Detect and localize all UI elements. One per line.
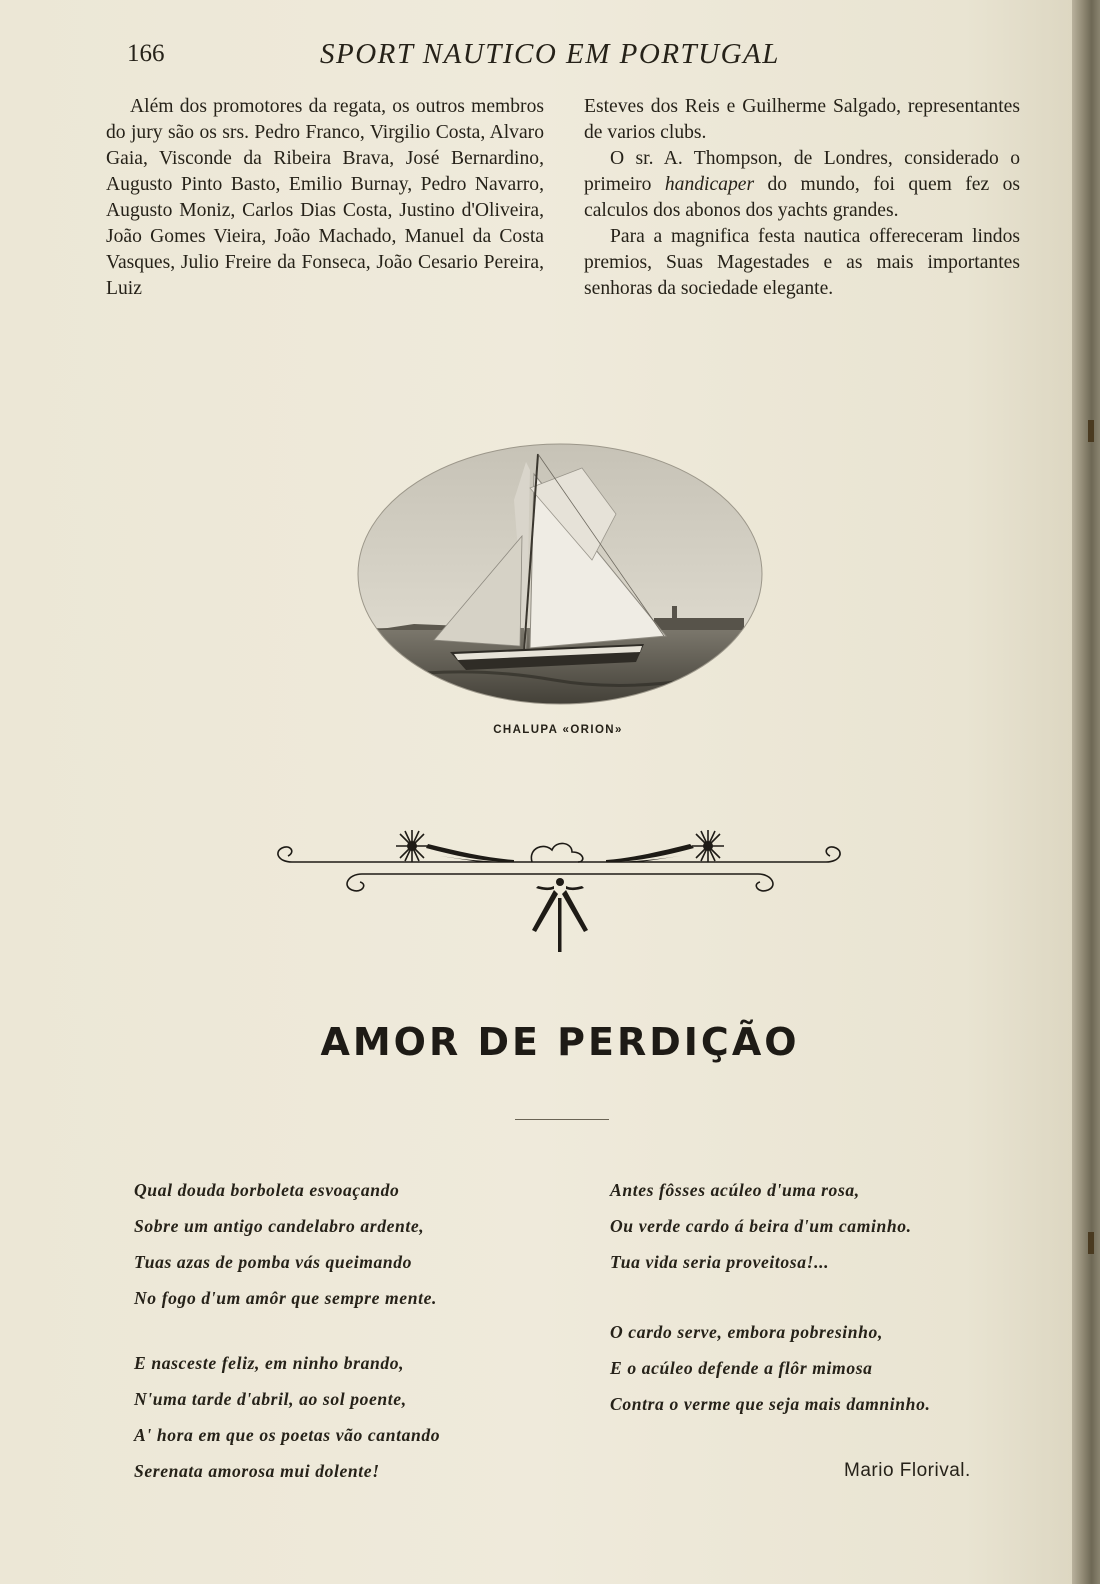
article-paragraph: Para a magnifica festa nautica offereceram lindos premios, Suas Magestades e as mais importantes senhoras da sociedade elegante. [584,226,1020,299]
poem-stanza [610,1314,930,1422]
poem-line: Qual douda borboleta esvoaçando [134,1180,400,1200]
poem-author: Mario Florival. [844,1460,971,1481]
poem-line: Sobre um antigo candelabro ardente, [134,1216,425,1236]
spine-mark [1088,420,1094,442]
book-spine [1072,0,1100,1584]
decorative-ornament [270,818,850,958]
poem-title: AMOR DE PERDIÇÃO [320,1020,800,1064]
page-number: 166 [127,40,165,67]
poem-line: N'uma tarde d'abril, ao sol poente, [134,1389,407,1409]
article-right-column [584,94,1020,302]
poem-line: Ou verde cardo á beira d'um caminho. [610,1216,912,1236]
poem-line: E o acúleo defende a flôr mimosa [610,1358,873,1378]
poem-line: Contra o verme que seja mais damninho. [610,1394,931,1414]
sailboat-photo [354,440,770,710]
spine-mark [1088,1232,1094,1254]
article-paragraph: Esteves dos Reis e Guilherme Salgado, representantes de varios clubs. [584,96,1020,143]
photo-caption: CHALUPA «ORION» [493,724,623,736]
running-title: SPORT NAUTICO EM PORTUGAL [320,38,780,70]
article-paragraph: O sr. A. Thompson, de Londres, considerado o primeiro handicaper do mundo, foi quem fez os calculos dos abonos dos yachts grandes. [584,148,1020,221]
poem-line: Tuas azas de pomba vás queimando [134,1252,413,1272]
title-rule [515,1119,609,1120]
poem-line: Tua vida seria proveitosa!... [610,1252,830,1272]
poem-stanza [134,1345,440,1489]
poem-line: A' hora em que os poetas vão cantando [134,1425,441,1445]
article-left-column [106,94,544,302]
poem-stanza [610,1172,912,1280]
article-paragraph: Além dos promotores da regata, os outros membros do jury são os srs. Pedro Franco, Virgilio Costa, Alvaro Gaia, Visconde da Ribeira Brava, José Bernardino, Augusto Pinto Basto, Emilio Burnay, Pedro Navarro, Augusto Moniz, Carlos Dias Costa, Justino d'Oliveira, João Gomes Vieira, João Machado, Manuel da Costa Vasques, Julio Freire da Fonseca, João Cesario Pereira, Luiz [106,96,544,299]
poem-stanza [134,1172,437,1316]
poem-line: No fogo d'um amôr que sempre mente. [134,1288,437,1308]
poem-line: O cardo serve, embora pobresinho, [610,1322,883,1342]
poem-line: Antes fôsses acúleo d'uma rosa, [610,1180,860,1200]
poem-line: E nasceste feliz, em ninho brando, [134,1353,405,1373]
poem-line: Serenata amorosa mui dolente! [134,1461,380,1481]
emphasis: handicaper [664,174,755,195]
